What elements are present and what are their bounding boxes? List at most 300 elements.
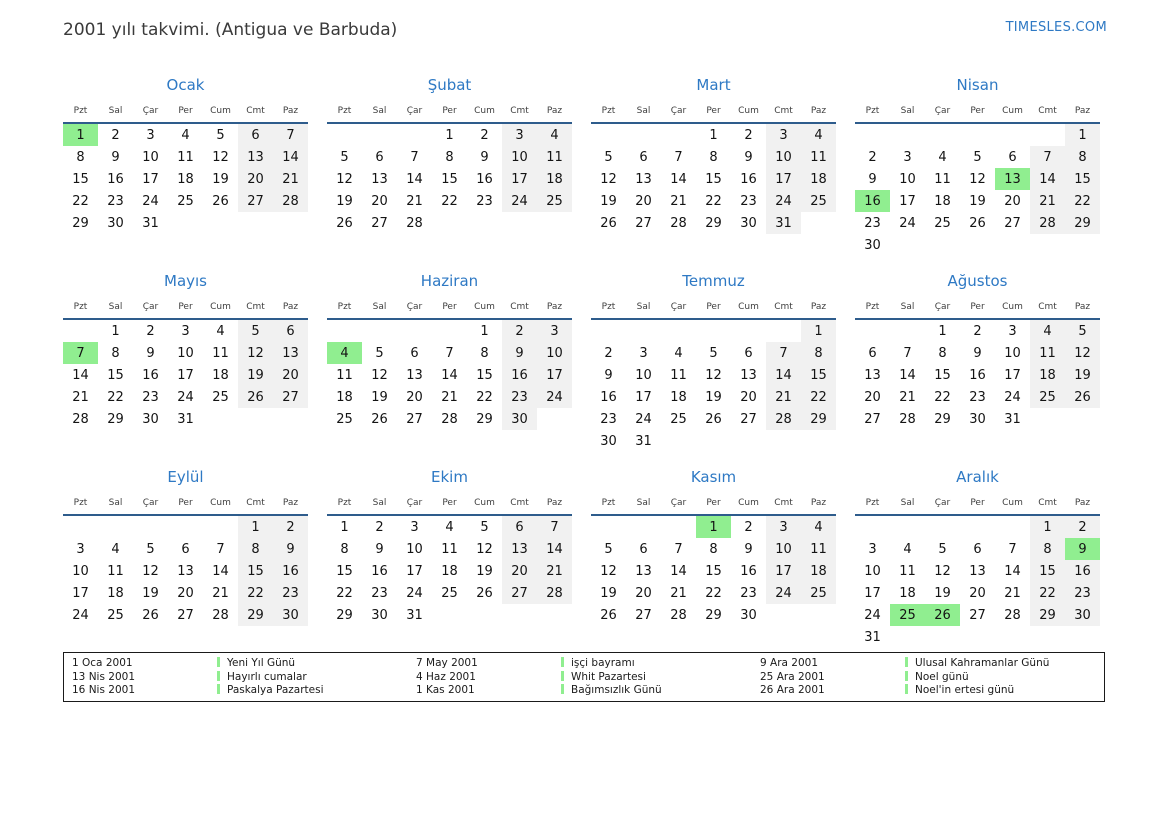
weekend-day-cell: 8 xyxy=(1030,538,1065,560)
empty-cell xyxy=(133,515,168,538)
weekend-day-cell: 21 xyxy=(537,560,572,582)
day-cell: 26 xyxy=(600,607,617,623)
empty-cell xyxy=(925,626,960,648)
week-row xyxy=(855,342,1100,364)
day-cell: 29 xyxy=(336,607,353,623)
day-cell: 9 xyxy=(146,345,155,361)
day-cell: 2 xyxy=(868,149,877,165)
day-cell: 28 xyxy=(899,411,916,427)
page-header xyxy=(63,20,1107,40)
month-şubat xyxy=(327,72,572,268)
month-title: Ağustos xyxy=(947,272,1008,290)
weekday-label: Cum xyxy=(738,106,759,116)
weekday-label: Paz xyxy=(810,498,827,508)
week-row xyxy=(327,123,572,146)
weekday-label: Sal xyxy=(108,498,123,508)
day-cell: 22 xyxy=(476,389,493,405)
day-cell: 17 xyxy=(1004,367,1021,383)
day-cell: 25 xyxy=(336,411,353,427)
day-cell: 26 xyxy=(371,411,388,427)
empty-cell xyxy=(731,319,766,342)
page-title: 2001 yılı takvimi. (Antigua ve Barbuda) xyxy=(63,20,398,40)
weekend-day-cell: 11 xyxy=(801,146,836,168)
day-cell: 26 xyxy=(600,215,617,231)
week-row xyxy=(63,123,308,146)
day-cell: 21 xyxy=(899,389,916,405)
week-row xyxy=(855,234,1100,256)
weekend-day-cell: 20 xyxy=(238,168,273,190)
empty-cell xyxy=(362,319,397,342)
week-row xyxy=(855,538,1100,560)
weekday-label: Cmt xyxy=(1038,498,1057,508)
weekday-label: Per xyxy=(706,302,721,312)
month-table xyxy=(63,495,308,626)
day-cell: 22 xyxy=(705,585,722,601)
weekday-label: Cmt xyxy=(510,106,529,116)
weekend-day-cell: 11 xyxy=(801,538,836,560)
empty-cell xyxy=(960,123,995,146)
weekday-label: Cum xyxy=(474,302,495,312)
day-cell: 29 xyxy=(705,607,722,623)
week-row xyxy=(855,319,1100,342)
day-cell: 18 xyxy=(441,563,458,579)
day-cell: 13 xyxy=(635,171,652,187)
weekday-label: Per xyxy=(970,498,985,508)
day-cell: 10 xyxy=(72,563,89,579)
day-cell: 8 xyxy=(709,149,718,165)
weekday-label: Sal xyxy=(900,498,915,508)
day-cell: 21 xyxy=(670,193,687,209)
weekend-day-cell: 21 xyxy=(273,168,308,190)
month-table xyxy=(855,495,1100,648)
empty-cell xyxy=(925,515,960,538)
day-cell: 19 xyxy=(476,563,493,579)
weekday-header-row xyxy=(327,495,572,515)
day-cell: 14 xyxy=(72,367,89,383)
month-table xyxy=(327,103,572,234)
empty-cell xyxy=(537,604,572,626)
day-cell: 13 xyxy=(864,367,881,383)
day-cell: 25 xyxy=(670,411,687,427)
week-row xyxy=(591,582,836,604)
week-row xyxy=(591,190,836,212)
day-cell: 9 xyxy=(111,149,120,165)
day-cell: 9 xyxy=(973,345,982,361)
week-row xyxy=(63,408,308,430)
weekend-day-cell: 24 xyxy=(502,190,537,212)
day-cell: 9 xyxy=(375,541,384,557)
day-cell: 20 xyxy=(1004,193,1021,209)
weekend-day-cell: 22 xyxy=(238,582,273,604)
legend-names-column xyxy=(905,657,1049,697)
day-cell: 27 xyxy=(969,607,986,623)
day-cell: 28 xyxy=(1004,607,1021,623)
empty-cell xyxy=(1030,408,1065,430)
day-cell: 18 xyxy=(899,585,916,601)
month-table xyxy=(327,495,572,626)
day-cell: 12 xyxy=(371,367,388,383)
weekday-label: Sal xyxy=(636,498,651,508)
weekend-day-cell: 21 xyxy=(766,386,801,408)
month-kasım xyxy=(591,464,836,660)
weekend-day-cell: 24 xyxy=(537,386,572,408)
weekend-day-cell: 29 xyxy=(238,604,273,626)
week-row xyxy=(855,582,1100,604)
holiday-marker-icon xyxy=(561,671,564,681)
weekend-day-cell: 4 xyxy=(1030,319,1065,342)
empty-cell xyxy=(467,212,502,234)
weekday-label: Cum xyxy=(1002,498,1023,508)
day-cell: 19 xyxy=(600,585,617,601)
weekday-label: Cum xyxy=(738,302,759,312)
day-cell: 12 xyxy=(476,541,493,557)
empty-cell xyxy=(1030,234,1065,256)
week-row xyxy=(591,342,836,364)
weekend-day-cell: 29 xyxy=(1065,212,1100,234)
weekday-label: Çar xyxy=(670,498,687,508)
day-cell: 28 xyxy=(441,411,458,427)
month-table xyxy=(63,299,308,430)
weekday-label: Pzt xyxy=(73,498,88,508)
day-cell: 15 xyxy=(336,563,353,579)
weekday-label: Pzt xyxy=(865,106,880,116)
weekday-header-row xyxy=(855,103,1100,123)
month-table xyxy=(591,103,836,234)
weekend-day-cell: 6 xyxy=(502,515,537,538)
weekday-label: Cum xyxy=(210,106,231,116)
day-cell: 8 xyxy=(445,149,454,165)
site-link[interactable]: TIMESLES.COM xyxy=(1005,20,1107,35)
empty-cell xyxy=(168,515,203,538)
weekday-label: Sal xyxy=(372,498,387,508)
month-temmuz xyxy=(591,268,836,464)
week-row xyxy=(327,408,572,430)
day-cell: 1 xyxy=(340,519,349,535)
weekend-day-cell: 28 xyxy=(537,582,572,604)
day-cell: 26 xyxy=(212,193,229,209)
empty-cell xyxy=(855,123,890,146)
weekend-day-cell: 14 xyxy=(273,146,308,168)
legend-name: Ulusal Kahramanlar Günü xyxy=(915,657,1050,670)
empty-cell xyxy=(995,234,1030,256)
week-row xyxy=(327,364,572,386)
day-cell: 25 xyxy=(934,215,951,231)
weekend-day-cell: 31 xyxy=(766,212,801,234)
day-cell: 31 xyxy=(177,411,194,427)
day-cell: 23 xyxy=(476,193,493,209)
legend-name: Noel'in ertesi günü xyxy=(915,684,1015,697)
day-cell: 13 xyxy=(406,367,423,383)
empty-cell xyxy=(890,319,925,342)
day-cell: 21 xyxy=(441,389,458,405)
weekday-label: Çar xyxy=(934,106,951,116)
day-cell: 21 xyxy=(72,389,89,405)
day-cell: 10 xyxy=(899,171,916,187)
weekday-label: Per xyxy=(442,302,457,312)
empty-cell xyxy=(537,212,572,234)
day-cell: 5 xyxy=(604,149,613,165)
legend-group xyxy=(760,657,1104,697)
day-cell: 9 xyxy=(868,171,877,187)
month-ekim xyxy=(327,464,572,660)
weekday-label: Paz xyxy=(546,302,563,312)
legend-date: 26 Ara 2001 xyxy=(760,684,825,697)
empty-cell xyxy=(766,319,801,342)
day-cell: 26 xyxy=(142,607,159,623)
weekday-label: Pzt xyxy=(865,498,880,508)
day-cell: 11 xyxy=(441,541,458,557)
day-cell: 6 xyxy=(375,149,384,165)
weekday-label: Per xyxy=(178,302,193,312)
weekday-label: Paz xyxy=(282,302,299,312)
week-row xyxy=(327,342,572,364)
legend-date: 9 Ara 2001 xyxy=(760,657,819,670)
week-row xyxy=(855,626,1100,648)
weekend-day-cell: 23 xyxy=(1065,582,1100,604)
day-cell: 15 xyxy=(934,367,951,383)
day-cell: 4 xyxy=(445,519,454,535)
weekday-header-row xyxy=(63,103,308,123)
empty-cell xyxy=(238,212,273,234)
day-cell: 19 xyxy=(705,389,722,405)
holiday-marker-icon xyxy=(905,684,908,694)
day-cell: 24 xyxy=(635,411,652,427)
week-row xyxy=(855,386,1100,408)
weekend-day-cell: 1 xyxy=(1065,123,1100,146)
day-cell: 14 xyxy=(406,171,423,187)
legend-name: Paskalya Pazartesi xyxy=(227,684,324,697)
empty-cell xyxy=(1030,626,1065,648)
weekend-day-cell: 27 xyxy=(273,386,308,408)
day-cell: 4 xyxy=(903,541,912,557)
empty-cell xyxy=(1030,123,1065,146)
empty-cell xyxy=(855,515,890,538)
month-title: Nisan xyxy=(956,76,999,94)
day-cell: 2 xyxy=(744,519,753,535)
day-cell: 7 xyxy=(1008,541,1017,557)
day-cell: 13 xyxy=(635,563,652,579)
empty-cell xyxy=(731,430,766,452)
empty-cell xyxy=(801,604,836,626)
legend-name: Yeni Yıl Günü xyxy=(227,657,296,670)
holiday-marker-icon xyxy=(217,671,220,681)
week-row xyxy=(327,319,572,342)
weekend-day-cell: 7 xyxy=(273,123,308,146)
empty-cell xyxy=(432,319,467,342)
day-cell: 20 xyxy=(371,193,388,209)
day-cell: 16 xyxy=(740,171,757,187)
weekday-label: Per xyxy=(706,106,721,116)
weekend-day-cell: 3 xyxy=(766,515,801,538)
weekday-header-row xyxy=(327,103,572,123)
empty-cell xyxy=(1065,626,1100,648)
weekday-label: Sal xyxy=(900,302,915,312)
day-cell: 31 xyxy=(864,629,881,645)
month-aralık xyxy=(855,464,1100,660)
day-cell: 3 xyxy=(868,541,877,557)
holiday-marker-icon xyxy=(905,671,908,681)
weekend-day-cell: 9 xyxy=(502,342,537,364)
weekday-header-row xyxy=(591,299,836,319)
day-cell: 11 xyxy=(934,171,951,187)
week-row xyxy=(591,168,836,190)
weekday-header-row xyxy=(63,495,308,515)
legend-date: 4 Haz 2001 xyxy=(416,670,476,683)
weekend-day-cell: 2 xyxy=(1065,515,1100,538)
week-row xyxy=(327,538,572,560)
weekend-day-cell: 3 xyxy=(502,123,537,146)
legend-date: 1 Kas 2001 xyxy=(416,684,475,697)
day-cell: 6 xyxy=(181,541,190,557)
day-cell: 15 xyxy=(441,171,458,187)
empty-cell xyxy=(502,212,537,234)
day-cell: 29 xyxy=(476,411,493,427)
day-cell: 23 xyxy=(600,411,617,427)
day-cell: 19 xyxy=(336,193,353,209)
weekday-label: Per xyxy=(178,106,193,116)
weekend-day-cell: 20 xyxy=(273,364,308,386)
day-cell: 17 xyxy=(142,171,159,187)
weekday-label: Per xyxy=(442,498,457,508)
day-cell: 21 xyxy=(406,193,423,209)
weekday-label: Cum xyxy=(474,498,495,508)
day-cell: 30 xyxy=(740,607,757,623)
weekend-day-cell: 28 xyxy=(1030,212,1065,234)
weekday-label: Cmt xyxy=(1038,302,1057,312)
day-cell: 26 xyxy=(476,585,493,601)
weekend-day-cell: 22 xyxy=(801,386,836,408)
week-row xyxy=(63,604,308,626)
day-cell: 30 xyxy=(107,215,124,231)
weekday-label: Çar xyxy=(934,498,951,508)
day-cell: 8 xyxy=(938,345,947,361)
weekday-label: Sal xyxy=(372,106,387,116)
week-row xyxy=(591,123,836,146)
holiday-marker-icon xyxy=(561,684,564,694)
day-cell: 9 xyxy=(744,149,753,165)
day-cell: 11 xyxy=(336,367,353,383)
day-cell: 24 xyxy=(177,389,194,405)
weekend-day-cell: 6 xyxy=(273,319,308,342)
week-row xyxy=(63,386,308,408)
day-cell: 21 xyxy=(212,585,229,601)
weekday-label: Sal xyxy=(108,302,123,312)
day-cell: 26 xyxy=(969,215,986,231)
weekday-label: Paz xyxy=(810,106,827,116)
day-cell: 10 xyxy=(1004,345,1021,361)
month-table xyxy=(591,299,836,452)
weekend-day-cell: 24 xyxy=(766,582,801,604)
weekday-label: Cmt xyxy=(510,302,529,312)
day-cell: 20 xyxy=(406,389,423,405)
day-cell: 20 xyxy=(740,389,757,405)
weekend-day-cell: 8 xyxy=(238,538,273,560)
weekend-day-cell: 13 xyxy=(502,538,537,560)
empty-cell xyxy=(203,408,238,430)
day-cell: 3 xyxy=(1008,323,1017,339)
day-cell: 7 xyxy=(903,345,912,361)
day-cell: 8 xyxy=(111,345,120,361)
empty-cell xyxy=(168,212,203,234)
weekday-label: Pzt xyxy=(865,302,880,312)
day-cell: 13 xyxy=(969,563,986,579)
day-cell: 16 xyxy=(371,563,388,579)
empty-cell xyxy=(661,430,696,452)
weekend-day-cell: 15 xyxy=(238,560,273,582)
empty-cell xyxy=(591,123,626,146)
legend-entry xyxy=(905,657,1049,670)
day-cell: 18 xyxy=(107,585,124,601)
empty-cell xyxy=(397,319,432,342)
weekend-day-cell: 14 xyxy=(537,538,572,560)
weekend-day-cell: 5 xyxy=(1065,319,1100,342)
day-cell: 5 xyxy=(146,541,155,557)
weekday-label: Paz xyxy=(1074,302,1091,312)
day-cell: 19 xyxy=(212,171,229,187)
weekday-label: Pzt xyxy=(337,498,352,508)
month-eylül xyxy=(63,464,308,660)
empty-cell xyxy=(203,515,238,538)
day-cell: 24 xyxy=(406,585,423,601)
day-cell: 23 xyxy=(371,585,388,601)
day-cell: 5 xyxy=(973,149,982,165)
day-cell: 30 xyxy=(969,411,986,427)
empty-cell xyxy=(432,212,467,234)
empty-cell xyxy=(995,626,1030,648)
day-cell: 27 xyxy=(864,411,881,427)
weekend-day-cell: 15 xyxy=(801,364,836,386)
day-cell: 2 xyxy=(973,323,982,339)
day-cell: 24 xyxy=(142,193,159,209)
weekend-day-cell: 8 xyxy=(1065,146,1100,168)
day-cell: 18 xyxy=(212,367,229,383)
day-cell: 29 xyxy=(934,411,951,427)
day-cell: 20 xyxy=(177,585,194,601)
day-cell: 21 xyxy=(1004,585,1021,601)
legend-name: Hayırlı cumalar xyxy=(227,670,307,683)
weekend-day-cell: 27 xyxy=(502,582,537,604)
holiday-day-cell: 13 xyxy=(995,168,1030,190)
weekend-day-cell: 4 xyxy=(537,123,572,146)
day-cell: 12 xyxy=(934,563,951,579)
day-cell: 10 xyxy=(635,367,652,383)
empty-cell xyxy=(995,123,1030,146)
empty-cell xyxy=(63,319,98,342)
weekday-label: Pzt xyxy=(601,302,616,312)
weekend-day-cell: 22 xyxy=(1065,190,1100,212)
day-cell: 1 xyxy=(111,323,120,339)
holiday-day-cell: 9 xyxy=(1065,538,1100,560)
day-cell: 26 xyxy=(336,215,353,231)
day-cell: 14 xyxy=(670,563,687,579)
empty-cell xyxy=(1065,408,1100,430)
weekend-day-cell: 26 xyxy=(238,386,273,408)
day-cell: 11 xyxy=(107,563,124,579)
legend-date: 1 Oca 2001 xyxy=(72,657,133,670)
weekend-day-cell: 19 xyxy=(1065,364,1100,386)
day-cell: 5 xyxy=(709,345,718,361)
weekend-day-cell: 3 xyxy=(766,123,801,146)
empty-cell xyxy=(273,408,308,430)
day-cell: 27 xyxy=(1004,215,1021,231)
weekday-header-row xyxy=(855,299,1100,319)
legend-entry xyxy=(561,657,662,670)
day-cell: 14 xyxy=(899,367,916,383)
day-cell: 3 xyxy=(181,323,190,339)
weekend-day-cell: 15 xyxy=(1065,168,1100,190)
day-cell: 16 xyxy=(740,563,757,579)
weekend-day-cell: 7 xyxy=(766,342,801,364)
